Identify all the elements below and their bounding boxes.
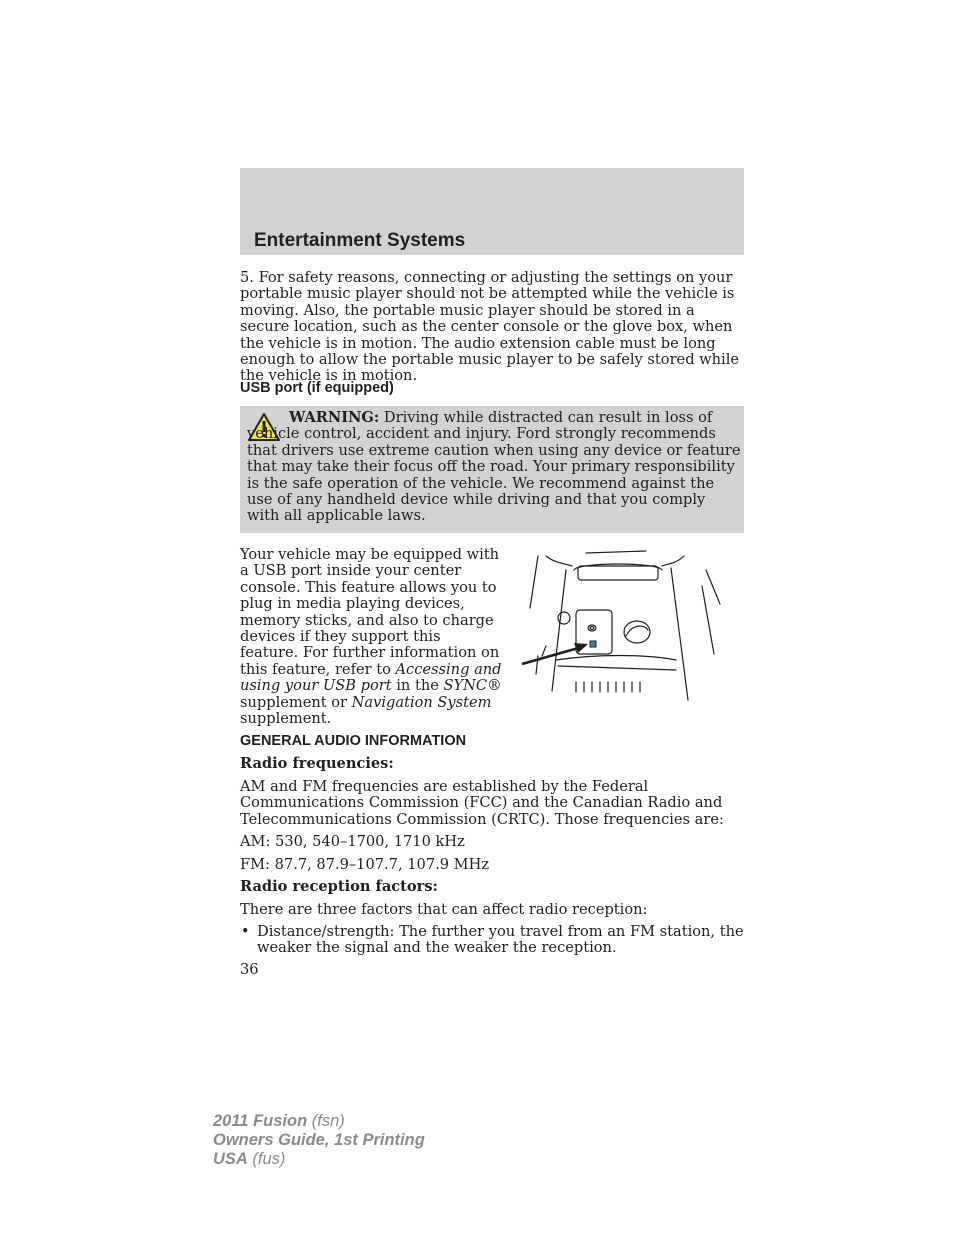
warning-box: [240, 406, 744, 533]
sync-ref: SYNC®: [443, 677, 502, 695]
general-audio-heading: GENERAL AUDIO INFORMATION: [240, 733, 467, 749]
usb-ref-link: Accessing and using your USB port: [240, 660, 502, 695]
reception-factors-text: There are three factors that can affect radio reception:: [240, 901, 648, 918]
header-band: [240, 168, 744, 255]
warning-text: [247, 410, 741, 525]
usb-mid-2: supplement or: [240, 693, 352, 711]
center-console-usb-illustration: [516, 546, 730, 710]
footer: [213, 1112, 425, 1169]
usb-intro: Your vehicle may be equipped with a USB port inside your center console. This feature allows you to plug in media playing devices, memory sticks, and also to charge devices if they support this feature. For further information on this feature, refer to: [240, 546, 500, 678]
fm-frequency-line: FM: 87.7, 87.9–107.7, 107.9 MHz: [240, 856, 490, 873]
warning-body: Driving while distracted can result in loss of vehicle control, accident and injury. Ford strongly recommends that drivers use extreme caution when using any device or feature that may take their focus off the road. Your primary responsibility is the safe operation of the vehicle. We recommend against the use of any handheld device while driving and that you comply with all applicable laws.: [247, 409, 741, 525]
radio-frequencies-heading: Radio frequencies:: [240, 755, 394, 772]
footer-region-code: (fus): [247, 1150, 286, 1168]
radio-frequencies-text: AM and FM frequencies are established by the Federal Communications Commission (FCC) and the Canadian Radio and Telecommunications Commission (CRTC). Those frequencies are:: [240, 778, 724, 828]
section-title: Entertainment Systems: [254, 230, 466, 251]
usb-paragraph: [240, 547, 502, 727]
list-item: [240, 924, 744, 957]
reception-factors-heading: Radio reception factors:: [240, 878, 438, 895]
footer-model-code: (fsn): [307, 1112, 345, 1130]
usb-end: supplement.: [240, 710, 332, 728]
footer-model: 2011 Fusion: [213, 1112, 308, 1130]
bullet-dot-icon: •: [241, 923, 250, 940]
usb-port-heading: USB port (if equipped): [240, 380, 394, 396]
warning-label: WARNING:: [289, 409, 380, 426]
page-number: 36: [240, 961, 259, 978]
nav-ref: Navigation System: [351, 693, 492, 711]
usb-mid: in the: [391, 677, 444, 695]
footer-guide: Owners Guide, 1st Printing: [213, 1131, 425, 1149]
am-frequency-line: AM: 530, 540–1700, 1710 kHz: [240, 833, 465, 850]
footer-region: USA: [213, 1150, 248, 1168]
paragraph-safety: 5. For safety reasons, connecting or adjusting the settings on your portable music player should not be attempted while the vehicle is moving. Also, the portable music player should be stored in a secure location, such as the center console or the glove box, when the vehicle is in motion. The audio extension cable must be long enough to allow the portable music player to be safely stored while the vehicle is in motion.: [240, 269, 740, 385]
bullet-text: Distance/strength: The further you travel from an FM station, the weaker the signal and the weaker the reception.: [257, 923, 744, 957]
